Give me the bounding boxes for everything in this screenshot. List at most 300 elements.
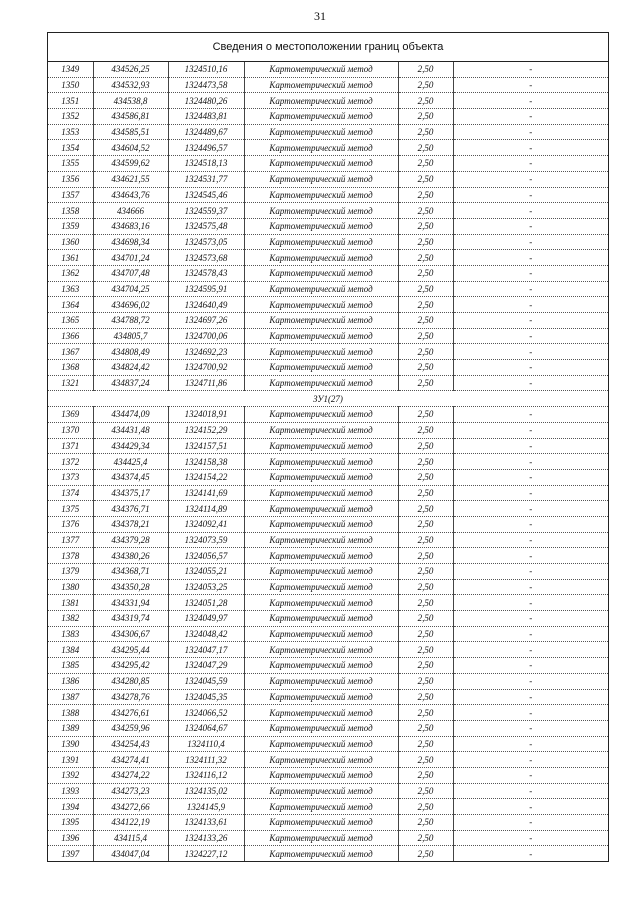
y-coordinate-cell: 1324053,25	[168, 579, 244, 595]
point-number-cell: 1377	[48, 532, 93, 548]
method-cell: Картометрический метод	[244, 328, 398, 344]
point-number-cell: 1355	[48, 156, 93, 172]
method-cell: Картометрический метод	[244, 313, 398, 329]
note-cell: -	[453, 579, 608, 595]
method-cell: Картометрический метод	[244, 218, 398, 234]
point-number-cell: 1386	[48, 673, 93, 689]
x-coordinate-cell: 434532,93	[93, 77, 168, 93]
note-cell: -	[453, 516, 608, 532]
method-cell: Картометрический метод	[244, 783, 398, 799]
x-coordinate-cell: 434276,61	[93, 705, 168, 721]
method-cell: Картометрический метод	[244, 579, 398, 595]
y-coordinate-cell: 1324510,16	[168, 62, 244, 77]
y-coordinate-cell: 1324047,29	[168, 658, 244, 674]
point-number-cell: 1381	[48, 595, 93, 611]
point-number-cell: 1378	[48, 548, 93, 564]
y-coordinate-cell: 1324073,59	[168, 532, 244, 548]
point-number-cell: 1360	[48, 234, 93, 250]
table-row	[48, 846, 608, 861]
x-coordinate-cell: 434295,42	[93, 658, 168, 674]
point-number-cell: 1376	[48, 516, 93, 532]
point-number-cell: 1362	[48, 265, 93, 281]
accuracy-cell: 2,50	[398, 658, 453, 674]
table-row	[48, 579, 608, 595]
point-number-cell: 1392	[48, 767, 93, 783]
note-cell: -	[453, 375, 608, 391]
table-row	[48, 407, 608, 423]
point-number-cell: 1353	[48, 124, 93, 140]
note-cell: -	[453, 611, 608, 627]
method-cell: Картометрический метод	[244, 140, 398, 156]
method-cell: Картометрический метод	[244, 532, 398, 548]
x-coordinate-cell: 434280,85	[93, 673, 168, 689]
x-coordinate-cell: 434586,81	[93, 109, 168, 125]
table-row	[48, 673, 608, 689]
x-coordinate-cell: 434331,94	[93, 595, 168, 611]
accuracy-cell: 2,50	[398, 673, 453, 689]
point-number-cell: 1369	[48, 407, 93, 423]
point-number-cell: 1370	[48, 422, 93, 438]
note-cell: -	[453, 830, 608, 846]
table-row	[48, 736, 608, 752]
x-coordinate-cell: 434306,67	[93, 626, 168, 642]
y-coordinate-cell: 1324545,46	[168, 187, 244, 203]
y-coordinate-cell: 1324157,51	[168, 438, 244, 454]
note-cell: -	[453, 454, 608, 470]
note-cell: -	[453, 77, 608, 93]
note-cell: -	[453, 705, 608, 721]
x-coordinate-cell: 434698,34	[93, 234, 168, 250]
table-row	[48, 344, 608, 360]
table-row	[48, 720, 608, 736]
y-coordinate-cell: 1324154,22	[168, 469, 244, 485]
note-cell: -	[453, 564, 608, 580]
note-cell: -	[453, 203, 608, 219]
x-coordinate-cell: 434259,96	[93, 720, 168, 736]
note-cell: -	[453, 548, 608, 564]
point-number-cell: 1394	[48, 799, 93, 815]
x-coordinate-cell: 434683,16	[93, 218, 168, 234]
note-cell: -	[453, 595, 608, 611]
y-coordinate-cell: 1324700,92	[168, 360, 244, 376]
accuracy-cell: 2,50	[398, 62, 453, 77]
method-cell: Картометрический метод	[244, 705, 398, 721]
accuracy-cell: 2,50	[398, 454, 453, 470]
y-coordinate-cell: 1324055,21	[168, 564, 244, 580]
x-coordinate-cell: 434378,21	[93, 516, 168, 532]
accuracy-cell: 2,50	[398, 689, 453, 705]
point-number-cell: 1321	[48, 375, 93, 391]
method-cell: Картометрический метод	[244, 799, 398, 815]
table-row	[48, 689, 608, 705]
method-cell: Картометрический метод	[244, 642, 398, 658]
note-cell: -	[453, 469, 608, 485]
method-cell: Картометрический метод	[244, 548, 398, 564]
point-number-cell: 1352	[48, 109, 93, 125]
table-row	[48, 187, 608, 203]
method-cell: Картометрический метод	[244, 611, 398, 627]
x-coordinate-cell: 434115,4	[93, 830, 168, 846]
point-number-cell: 1380	[48, 579, 93, 595]
accuracy-cell: 2,50	[398, 297, 453, 313]
point-number-cell: 1351	[48, 93, 93, 109]
table-row	[48, 281, 608, 297]
x-coordinate-cell: 434254,43	[93, 736, 168, 752]
method-cell: Картометрический метод	[244, 375, 398, 391]
accuracy-cell: 2,50	[398, 579, 453, 595]
table-row	[48, 485, 608, 501]
note-cell: -	[453, 62, 608, 77]
method-cell: Картометрический метод	[244, 752, 398, 768]
accuracy-cell: 2,50	[398, 422, 453, 438]
x-coordinate-cell: 434788,72	[93, 313, 168, 329]
accuracy-cell: 2,50	[398, 93, 453, 109]
x-coordinate-cell: 434704,25	[93, 281, 168, 297]
point-number-cell: 1397	[48, 846, 93, 861]
x-coordinate-cell: 434374,45	[93, 469, 168, 485]
y-coordinate-cell: 1324048,42	[168, 626, 244, 642]
method-cell: Картометрический метод	[244, 234, 398, 250]
y-coordinate-cell: 1324518,13	[168, 156, 244, 172]
accuracy-cell: 2,50	[398, 611, 453, 627]
table-row	[48, 140, 608, 156]
point-number-cell: 1375	[48, 501, 93, 517]
x-coordinate-cell: 434368,71	[93, 564, 168, 580]
method-cell: Картометрический метод	[244, 250, 398, 266]
y-coordinate-cell: 1324110,4	[168, 736, 244, 752]
point-number-cell: 1349	[48, 62, 93, 77]
y-coordinate-cell: 1324489,67	[168, 124, 244, 140]
accuracy-cell: 2,50	[398, 720, 453, 736]
table-row	[48, 265, 608, 281]
method-cell: Картометрический метод	[244, 846, 398, 861]
note-cell: -	[453, 313, 608, 329]
accuracy-cell: 2,50	[398, 626, 453, 642]
method-cell: Картометрический метод	[244, 767, 398, 783]
section-label: ЗУ1(27)	[48, 391, 608, 407]
table-row	[48, 516, 608, 532]
x-coordinate-cell: 434808,49	[93, 344, 168, 360]
note-cell: -	[453, 250, 608, 266]
x-coordinate-cell: 434122,19	[93, 815, 168, 831]
y-coordinate-cell: 1324049,97	[168, 611, 244, 627]
accuracy-cell: 2,50	[398, 799, 453, 815]
accuracy-cell: 2,50	[398, 438, 453, 454]
point-number-cell: 1366	[48, 328, 93, 344]
note-cell: -	[453, 626, 608, 642]
accuracy-cell: 2,50	[398, 642, 453, 658]
y-coordinate-cell: 1324480,26	[168, 93, 244, 109]
note-cell: -	[453, 501, 608, 517]
x-coordinate-cell: 434274,41	[93, 752, 168, 768]
accuracy-cell: 2,50	[398, 328, 453, 344]
table-row	[48, 203, 608, 219]
y-coordinate-cell: 1324066,52	[168, 705, 244, 721]
x-coordinate-cell: 434273,23	[93, 783, 168, 799]
accuracy-cell: 2,50	[398, 218, 453, 234]
point-number-cell: 1389	[48, 720, 93, 736]
accuracy-cell: 2,50	[398, 281, 453, 297]
note-cell: -	[453, 156, 608, 172]
accuracy-cell: 2,50	[398, 140, 453, 156]
note-cell: -	[453, 234, 608, 250]
y-coordinate-cell: 1324116,12	[168, 767, 244, 783]
table-row	[48, 328, 608, 344]
accuracy-cell: 2,50	[398, 187, 453, 203]
y-coordinate-cell: 1324578,43	[168, 265, 244, 281]
accuracy-cell: 2,50	[398, 564, 453, 580]
method-cell: Картометрический метод	[244, 171, 398, 187]
method-cell: Картометрический метод	[244, 626, 398, 642]
x-coordinate-cell: 434047,04	[93, 846, 168, 861]
x-coordinate-cell: 434376,71	[93, 501, 168, 517]
accuracy-cell: 2,50	[398, 516, 453, 532]
accuracy-cell: 2,50	[398, 705, 453, 721]
y-coordinate-cell: 1324700,06	[168, 328, 244, 344]
table-row	[48, 234, 608, 250]
point-number-cell: 1359	[48, 218, 93, 234]
y-coordinate-cell: 1324559,37	[168, 203, 244, 219]
table-row	[48, 454, 608, 470]
x-coordinate-cell: 434585,51	[93, 124, 168, 140]
y-coordinate-cell: 1324158,38	[168, 454, 244, 470]
table-row	[48, 124, 608, 140]
accuracy-cell: 2,50	[398, 156, 453, 172]
accuracy-cell: 2,50	[398, 830, 453, 846]
note-cell: -	[453, 265, 608, 281]
x-coordinate-cell: 434643,76	[93, 187, 168, 203]
x-coordinate-cell: 434696,02	[93, 297, 168, 313]
y-coordinate-cell: 1324051,28	[168, 595, 244, 611]
y-coordinate-cell: 1324692,23	[168, 344, 244, 360]
method-cell: Картометрический метод	[244, 658, 398, 674]
point-number-cell: 1356	[48, 171, 93, 187]
x-coordinate-cell: 434319,74	[93, 611, 168, 627]
point-number-cell: 1371	[48, 438, 93, 454]
table-row	[48, 422, 608, 438]
note-cell: -	[529, 848, 533, 859]
table-row	[48, 642, 608, 658]
method-cell: Картометрический метод	[244, 93, 398, 109]
section-header-row	[48, 391, 608, 407]
y-coordinate-cell: 1324018,91	[168, 407, 244, 423]
y-coordinate-cell: 1324145,9	[168, 799, 244, 815]
method-cell: Картометрический метод	[244, 77, 398, 93]
note-cell: -	[453, 297, 608, 313]
note-cell: -	[453, 783, 608, 799]
y-coordinate-cell: 1324135,02	[168, 783, 244, 799]
note-cell: -	[453, 171, 608, 187]
page-number: 31	[314, 9, 326, 23]
point-number-cell: 1387	[48, 689, 93, 705]
x-coordinate-cell: 434621,55	[93, 171, 168, 187]
y-coordinate-cell: 1324496,57	[168, 140, 244, 156]
table-row	[48, 705, 608, 721]
accuracy-cell: 2,50	[398, 532, 453, 548]
y-coordinate-cell: 1324064,67	[168, 720, 244, 736]
y-coordinate-cell: 1324227,12	[168, 846, 244, 861]
point-number-cell: 1393	[48, 783, 93, 799]
accuracy-cell: 2,50	[398, 203, 453, 219]
accuracy-cell: 2,50	[398, 736, 453, 752]
x-coordinate-cell: 434666	[93, 203, 168, 219]
y-coordinate-cell: 1324573,68	[168, 250, 244, 266]
note-cell: -	[453, 799, 608, 815]
method-cell: Картометрический метод	[244, 595, 398, 611]
x-coordinate-cell: 434429,34	[93, 438, 168, 454]
x-coordinate-cell: 434431,48	[93, 422, 168, 438]
x-coordinate-cell: 434707,48	[93, 265, 168, 281]
accuracy-cell: 2,50	[398, 344, 453, 360]
method-cell: Картометрический метод	[244, 203, 398, 219]
method-cell: Картометрический метод	[244, 156, 398, 172]
accuracy-cell: 2,50	[398, 767, 453, 783]
method-cell: Картометрический метод	[244, 281, 398, 297]
y-coordinate-cell: 1324111,32	[168, 752, 244, 768]
y-coordinate-cell: 1324047,17	[168, 642, 244, 658]
accuracy-cell: 2,50	[398, 77, 453, 93]
note-cell: -	[453, 532, 608, 548]
x-coordinate-cell: 434272,66	[93, 799, 168, 815]
accuracy-cell: 2,50	[398, 250, 453, 266]
point-number-cell: 1367	[48, 344, 93, 360]
note-cell: -	[453, 344, 608, 360]
x-coordinate-cell: 434375,17	[93, 485, 168, 501]
x-coordinate-cell: 434380,26	[93, 548, 168, 564]
note-cell: -	[453, 124, 608, 140]
y-coordinate-cell: 1324711,86	[168, 375, 244, 391]
point-number-cell: 1391	[48, 752, 93, 768]
x-coordinate-cell: 434425,4	[93, 454, 168, 470]
y-coordinate-cell: 1324640,49	[168, 297, 244, 313]
point-number-cell: 1354	[48, 140, 93, 156]
note-cell: -	[453, 752, 608, 768]
method-cell: Картометрический метод	[244, 485, 398, 501]
note-cell: -	[453, 720, 608, 736]
accuracy-cell: 2,50	[398, 234, 453, 250]
note-cell: -	[453, 736, 608, 752]
table-row	[48, 297, 608, 313]
table-row	[48, 815, 608, 831]
x-coordinate-cell: 434604,52	[93, 140, 168, 156]
method-cell: Картометрический метод	[244, 265, 398, 281]
point-number-cell: 1396	[48, 830, 93, 846]
table-row	[48, 93, 608, 109]
table-row	[48, 658, 608, 674]
accuracy-cell: 2,50	[398, 313, 453, 329]
accuracy-cell: 2,50	[398, 783, 453, 799]
y-coordinate-cell: 1324133,26	[168, 830, 244, 846]
table-row	[48, 595, 608, 611]
accuracy-cell: 2,50	[398, 815, 453, 831]
note-cell: -	[453, 642, 608, 658]
y-coordinate-cell: 1324573,05	[168, 234, 244, 250]
x-coordinate-cell: 434701,24	[93, 250, 168, 266]
table-row	[48, 501, 608, 517]
table-row	[48, 783, 608, 799]
method-cell: Картометрический метод	[244, 564, 398, 580]
table-row	[48, 62, 608, 77]
point-number-cell: 1385	[48, 658, 93, 674]
note-cell: -	[453, 815, 608, 831]
note-cell: -	[453, 407, 608, 423]
accuracy-cell: 2,50	[398, 485, 453, 501]
table-row	[48, 830, 608, 846]
method-cell: Картометрический метод	[244, 407, 398, 423]
note-cell: -	[453, 109, 608, 125]
note-cell: -	[453, 187, 608, 203]
point-number-cell: 1372	[48, 454, 93, 470]
method-cell: Картометрический метод	[244, 297, 398, 313]
y-coordinate-cell: 1324531,77	[168, 171, 244, 187]
coordinates-table-body	[48, 62, 608, 861]
boundary-table-sheet	[47, 32, 609, 862]
x-coordinate-cell: 434474,09	[93, 407, 168, 423]
y-coordinate-cell: 1324141,69	[168, 485, 244, 501]
table-row	[48, 564, 608, 580]
table-row	[48, 77, 608, 93]
note-cell: -	[453, 281, 608, 297]
accuracy-cell: 2,50	[398, 595, 453, 611]
table-row	[48, 360, 608, 376]
note-cell: -	[453, 422, 608, 438]
point-number-cell: 1395	[48, 815, 93, 831]
note-cell: -	[453, 360, 608, 376]
point-number-cell: 1357	[48, 187, 93, 203]
accuracy-cell: 2,50	[398, 501, 453, 517]
y-coordinate-cell: 1324092,41	[168, 516, 244, 532]
x-coordinate-cell: 434824,42	[93, 360, 168, 376]
method-cell: Картометрический метод	[244, 422, 398, 438]
accuracy-cell: 2,50	[398, 375, 453, 391]
method-cell: Картометрический метод	[244, 454, 398, 470]
x-coordinate-cell: 434837,24	[93, 375, 168, 391]
y-coordinate-cell: 1324595,91	[168, 281, 244, 297]
point-number-cell: 1350	[48, 77, 93, 93]
method-cell: Картометрический метод	[244, 469, 398, 485]
point-number-cell: 1364	[48, 297, 93, 313]
method-cell: Картометрический метод	[244, 815, 398, 831]
table-row	[48, 156, 608, 172]
note-cell: -	[453, 328, 608, 344]
x-coordinate-cell: 434278,76	[93, 689, 168, 705]
method-cell: Картометрический метод	[244, 62, 398, 77]
accuracy-cell: 2,50	[398, 548, 453, 564]
y-coordinate-cell: 1324697,26	[168, 313, 244, 329]
y-coordinate-cell: 1324133,61	[168, 815, 244, 831]
accuracy-cell: 2,50	[398, 469, 453, 485]
y-coordinate-cell: 1324045,59	[168, 673, 244, 689]
point-number-cell: 1361	[48, 250, 93, 266]
y-coordinate-cell: 1324473,58	[168, 77, 244, 93]
table-row	[48, 532, 608, 548]
y-coordinate-cell: 1324114,89	[168, 501, 244, 517]
y-coordinate-cell: 1324483,81	[168, 109, 244, 125]
point-number-cell: 1365	[48, 313, 93, 329]
table-row	[48, 611, 608, 627]
y-coordinate-cell: 1324152,29	[168, 422, 244, 438]
table-row	[48, 313, 608, 329]
method-cell: Картометрический метод	[244, 187, 398, 203]
point-number-cell: 1383	[48, 626, 93, 642]
point-number-cell: 1388	[48, 705, 93, 721]
point-number-cell: 1384	[48, 642, 93, 658]
accuracy-cell: 2,50	[398, 407, 453, 423]
note-cell: -	[453, 218, 608, 234]
accuracy-cell: 2,50	[398, 109, 453, 125]
table-row	[48, 250, 608, 266]
point-number-cell: 1390	[48, 736, 93, 752]
